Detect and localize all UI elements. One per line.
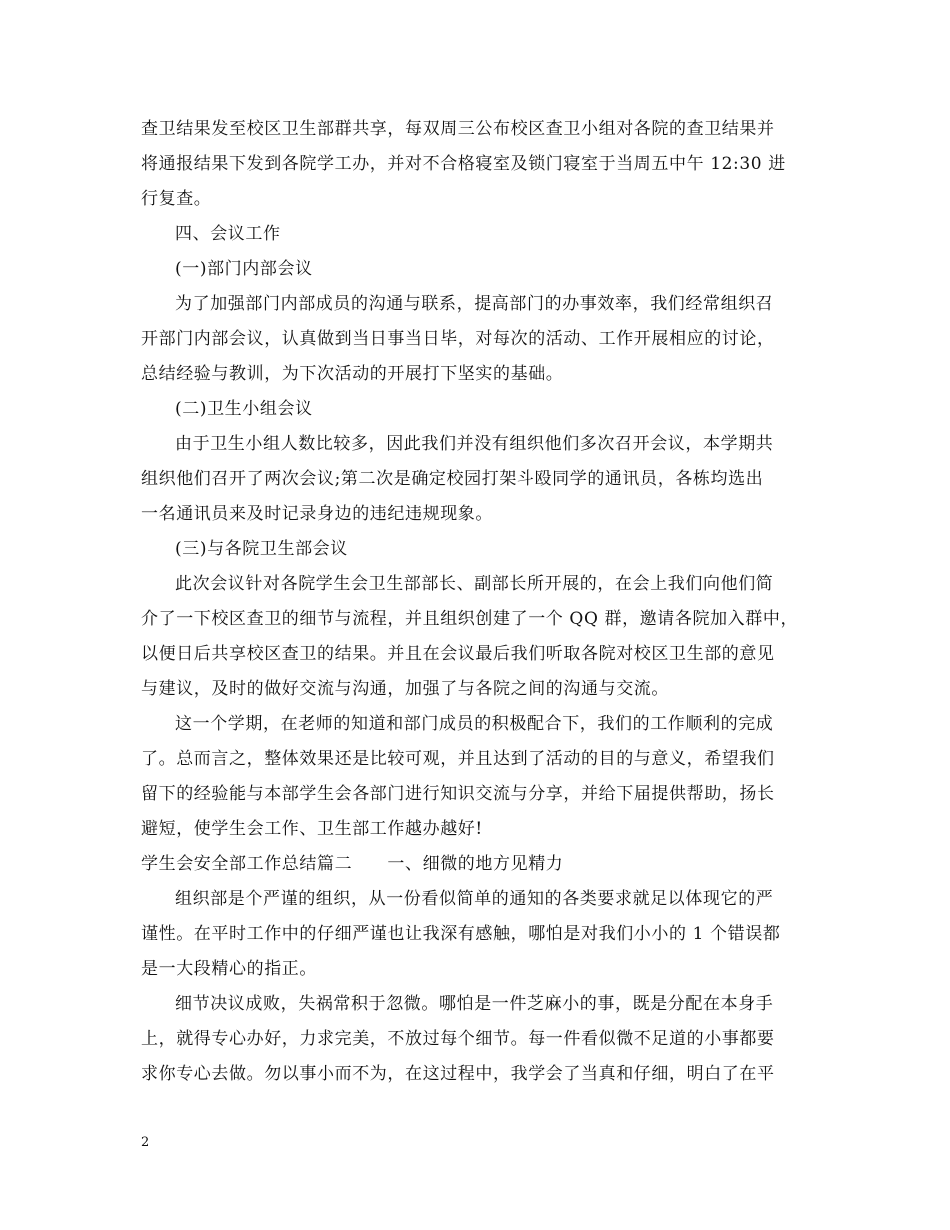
text-line: 将通报结果下发到各院学工办，并对不合格寝室及锁门寝室于当周五中午 12:30 进 [141, 154, 786, 174]
paragraph-line: 组织他们召开了两次会议;第二次是确定校园打架斗殴同学的通讯员，各栋均选出 [141, 469, 764, 489]
paragraph-line: 总结经验与教训，为下次活动的开展打下坚实的基础。 [141, 364, 564, 384]
paragraph-line: 上，就得专心办好，力求完美，不放过每个细节。每一件看似微不足道的小事都要 [141, 1029, 775, 1049]
paragraph-line: 开部门内部会议，认真做到当日事当日毕，对每次的活动、工作开展相应的讨论， [141, 329, 775, 349]
paragraph-line: 介了一下校区查卫的细节与流程，并且组织创建了一个 QQ 群，邀请各院加入群中， [141, 609, 799, 629]
paragraph-line: 避短，使学生会工作、卫生部工作越办越好! [141, 819, 483, 839]
article-title-line: 学生会安全部工作总结篇二 一、细微的地方见精力 [141, 854, 564, 874]
paragraph-line: 与建议，及时的做好交流与沟通，加强了与各院之间的沟通与交流。 [141, 679, 669, 699]
text-line: 查卫结果发至校区卫生部群共享，每双周三公布校区查卫小组对各院的查卫结果并 [141, 119, 775, 139]
paragraph-line: 留下的经验能与本部学生会各部门进行知识交流与分享，并给下届提供帮助，扬长 [141, 784, 775, 804]
section-heading: 四、会议工作 [175, 224, 281, 244]
paragraph-line: 为了加强部门内部成员的沟通与联系，提高部门的办事效率，我们经常组织召 [175, 294, 774, 314]
document-body [141, 112, 825, 1092]
paragraph-line: 由于卫生小组人数比较多，因此我们并没有组织他们多次召开会议，本学期共 [175, 434, 774, 454]
paragraph-line: 以便日后共享校区查卫的结果。并且在会议最后我们听取各院对校区卫生部的意见 [141, 644, 775, 664]
paragraph-line: 一名通讯员来及时记录身边的违纪违规现象。 [141, 504, 493, 524]
paragraph-line: 组织部是个严谨的组织，从一份看似简单的通知的各类要求就足以体现它的严 [175, 889, 774, 909]
subsection-heading: (二)卫生小组会议 [175, 399, 313, 419]
paragraph-line: 此次会议针对各院学生会卫生部部长、副部长所开展的，在会上我们向他们简 [175, 574, 774, 594]
paragraph-line: 细节决议成败，失祸常积于忽微。哪怕是一件芝麻小的事，既是分配在本身手 [175, 994, 774, 1014]
subsection-heading: (一)部门内部会议 [175, 259, 313, 279]
paragraph-line: 这一个学期，在老师的知道和部门成员的积极配合下，我们的工作顺利的完成 [175, 714, 774, 734]
paragraph-line: 是一大段精心的指正。 [141, 959, 317, 979]
paragraph-line: 了。总而言之，整体效果还是比较可观，并且达到了活动的目的与意义，希望我们 [141, 749, 775, 769]
page-number: 2 [141, 1135, 150, 1150]
paragraph-line: 谨性。在平时工作中的仔细严谨也让我深有感触，哪怕是对我们小小的 1 个错误都 [141, 924, 781, 944]
paragraph-line: 求你专心去做。勿以事小而不为，在这过程中，我学会了当真和仔细，明白了在平 [141, 1064, 775, 1084]
subsection-heading: (三)与各院卫生部会议 [175, 539, 348, 559]
text-line: 行复查。 [141, 189, 212, 209]
